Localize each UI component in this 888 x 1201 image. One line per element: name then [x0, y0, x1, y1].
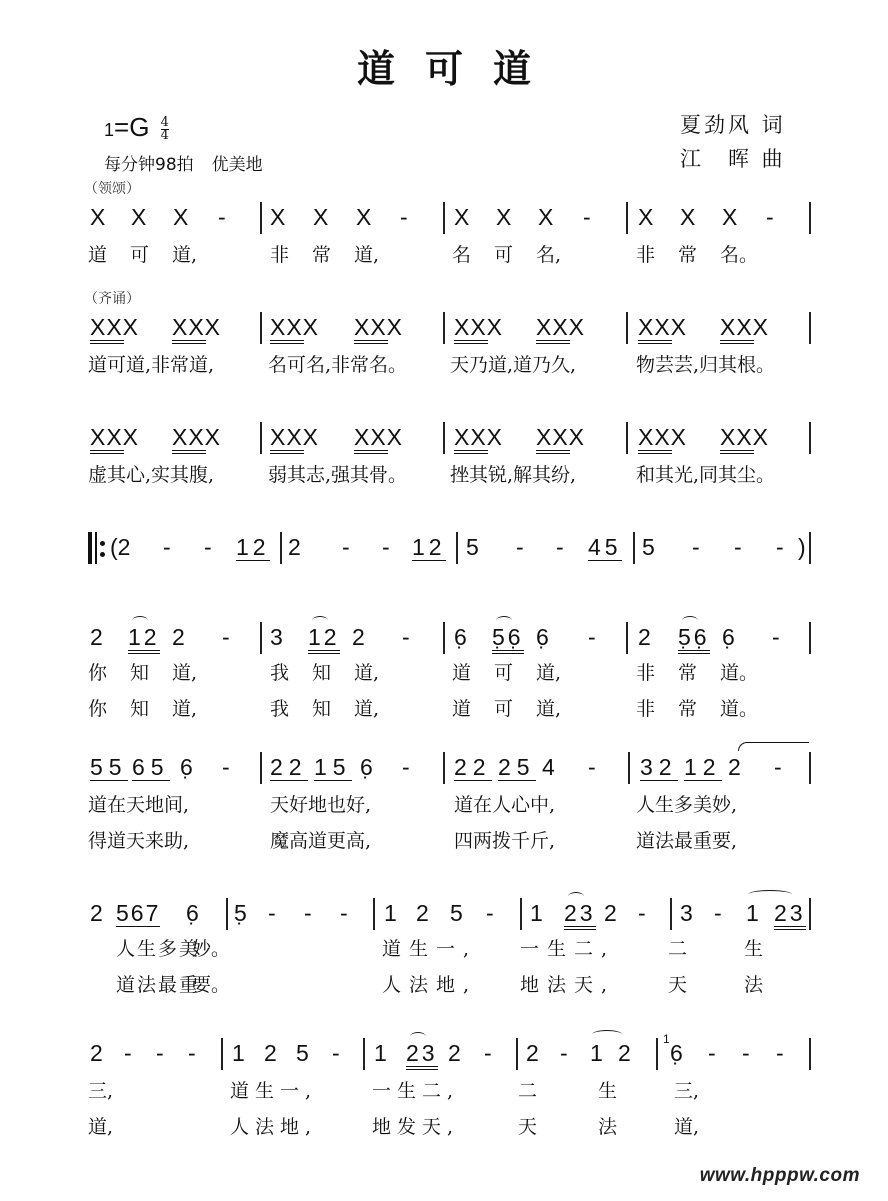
lyric: 可 — [494, 698, 514, 720]
barline — [221, 1038, 223, 1070]
lyric: 我 — [270, 698, 290, 720]
underline-sixteenth — [90, 450, 124, 454]
note: 1 — [374, 1040, 387, 1066]
note: 2 — [352, 624, 365, 650]
note-sixteenth-pair: 5̣6̣ — [492, 624, 524, 654]
barline — [809, 202, 811, 234]
note: X — [538, 204, 554, 230]
lyric: 知 — [312, 662, 332, 684]
underline-sixteenth — [172, 340, 206, 344]
lyric: 天 — [668, 974, 688, 996]
note-dash: - — [588, 754, 596, 780]
note-low: 6̣ — [536, 624, 549, 650]
key-signature — [104, 112, 169, 143]
barline — [280, 532, 282, 564]
rhythm-group: XXX — [536, 424, 586, 450]
lyric: 道生一, — [230, 1080, 318, 1102]
underline-sixteenth — [354, 450, 388, 454]
lyric: 二 — [668, 938, 688, 960]
note-dash: - — [556, 534, 564, 560]
time-signature-top: 4 — [160, 114, 169, 130]
lyric-row-8a — [88, 1076, 812, 1106]
rhythm-group: XXX — [638, 424, 688, 450]
note-dash: - — [218, 204, 226, 230]
lyric: 可 — [130, 244, 150, 266]
tie-icon — [738, 742, 809, 751]
barline — [809, 752, 811, 784]
lyric: 道 — [452, 662, 472, 684]
section-label-solo-chant: （领颂） — [84, 181, 140, 197]
note-eighth-pair: 12 — [684, 754, 722, 780]
note-dash: - — [708, 1040, 716, 1066]
underline-sixteenth — [720, 340, 754, 344]
barline — [260, 752, 262, 784]
note: 5 — [642, 534, 655, 560]
note-sixteenth-pair: 5̣6̣ — [678, 624, 710, 654]
barline — [670, 898, 672, 930]
lyric: 要。 — [192, 974, 231, 996]
note: 2 — [90, 900, 103, 926]
staff-row-3 — [88, 420, 812, 460]
note-dash: - — [772, 624, 780, 650]
lyric: 挫其锐,解其纷, — [450, 464, 577, 486]
note: 1 — [384, 900, 397, 926]
barline — [809, 1038, 811, 1070]
note-dash: - — [382, 534, 390, 560]
underline-sixteenth — [638, 340, 672, 344]
lyric: 天好地也好, — [270, 794, 372, 816]
staff-row-8 — [88, 1032, 812, 1076]
note-eighth-pair: 25 — [498, 754, 536, 780]
staff-row-2 — [88, 310, 812, 350]
barline — [809, 312, 811, 344]
note-dash: - — [583, 204, 591, 230]
lyric: 我 — [270, 662, 290, 684]
rhythm-group: XXX — [720, 314, 770, 340]
note-dash: - — [734, 534, 742, 560]
lyric: 一生二, — [520, 938, 616, 960]
barline — [456, 532, 458, 564]
rhythm-group: XXX — [270, 424, 320, 450]
lyric: 人法地, — [230, 1116, 318, 1138]
lyric: 道, — [88, 1116, 114, 1138]
lyric: 道, — [536, 698, 562, 720]
note-dash: - — [204, 534, 212, 560]
lyric: 知 — [312, 698, 332, 720]
rhythm-group: XXX — [172, 424, 222, 450]
lyric-row-3 — [88, 460, 812, 490]
lyric: 道 — [88, 244, 108, 266]
note: X — [722, 204, 738, 230]
note-dash: - — [742, 1040, 750, 1066]
note: 2 — [618, 1040, 631, 1066]
tempo-expression: 优美地 — [211, 155, 263, 175]
underline-sixteenth — [454, 340, 488, 344]
rhythm-group: XXX — [454, 314, 504, 340]
underline-sixteenth — [172, 450, 206, 454]
note-dash: - — [222, 624, 230, 650]
key-letter: G — [129, 112, 150, 142]
lyric: 弱其志,强其骨。 — [268, 464, 408, 486]
lyric: 魔高道更高, — [270, 830, 372, 852]
barline — [633, 532, 635, 564]
underline-sixteenth — [638, 450, 672, 454]
barline — [628, 752, 630, 784]
note-dash: - — [340, 900, 348, 926]
time-signature-bottom: 4 — [160, 127, 169, 143]
lyric: 道在人心中, — [454, 794, 556, 816]
note: 3 — [680, 900, 693, 926]
lyric-row-7a — [88, 934, 812, 964]
lyric: 名。 — [720, 244, 759, 266]
note-eighth-pair: 22 — [454, 754, 492, 780]
note: 2 — [728, 754, 741, 780]
lyric-row-2 — [88, 350, 812, 380]
composer-credit: 江 晖 曲 — [680, 147, 786, 171]
barline — [373, 898, 375, 930]
note: X — [680, 204, 696, 230]
underline-sixteenth — [270, 450, 304, 454]
lyric: 道在天地间, — [88, 794, 190, 816]
lyric: 物芸芸,归其根。 — [636, 354, 776, 376]
lyric-row-5b — [88, 694, 812, 724]
note: 2 — [172, 624, 185, 650]
underline-sixteenth — [270, 340, 304, 344]
staff-row-4 — [88, 530, 812, 570]
lyric: 道, — [172, 662, 198, 684]
staff-row-1 — [88, 200, 812, 240]
lyric-row-5a — [88, 658, 812, 688]
lyric: 道, — [354, 698, 380, 720]
lyric: 一生二, — [372, 1080, 460, 1102]
note-dash: - — [402, 624, 410, 650]
lyric: 人生多美 — [116, 938, 201, 960]
lyric: 道法最重要, — [636, 830, 738, 852]
note: 1 — [232, 1040, 245, 1066]
note: 2 — [90, 1040, 103, 1066]
note-dash: - — [484, 1040, 492, 1066]
note: 1 — [530, 900, 543, 926]
note: 2 — [264, 1040, 277, 1066]
note: X — [496, 204, 512, 230]
barline — [260, 312, 262, 344]
note: 5 — [466, 534, 479, 560]
lyric: 道。 — [720, 662, 759, 684]
barline — [226, 898, 228, 930]
rhythm-group: XXX — [720, 424, 770, 450]
note: 2 — [638, 624, 651, 650]
rhythm-group: XXX — [354, 424, 404, 450]
lyric: 道, — [172, 244, 198, 266]
barline — [443, 312, 445, 344]
note-low: 6̣ — [186, 900, 199, 926]
lyric: 道, — [172, 698, 198, 720]
note-eighth-pair: 12 — [236, 534, 270, 560]
lyric: 可 — [494, 662, 514, 684]
note-dash: - — [776, 534, 784, 560]
lyric: 人生多美妙, — [636, 794, 738, 816]
note-dash: - — [714, 900, 722, 926]
lyric: 得道天来助, — [88, 830, 190, 852]
staff-row-6 — [88, 750, 812, 790]
lyric: 你 — [88, 662, 108, 684]
lyric: 名可名,非常名。 — [268, 354, 408, 376]
note: 1 — [590, 1040, 603, 1066]
barline — [656, 1038, 658, 1070]
lyric-row-1 — [88, 240, 812, 270]
note-eighth-pair: 45 — [588, 534, 622, 560]
barline — [809, 898, 811, 930]
lyric: 四两拨千斤, — [454, 830, 556, 852]
staff-row-7 — [88, 896, 812, 936]
note: (2 — [110, 534, 131, 560]
time-signature — [160, 114, 169, 143]
note-dash: - — [766, 204, 774, 230]
note-eighth-pair: 32 — [640, 754, 678, 780]
rhythm-group: XXX — [454, 424, 504, 450]
barline — [626, 202, 628, 234]
lyric: 知 — [130, 698, 150, 720]
rhythm-group: XXX — [638, 314, 688, 340]
lyric: 常 — [678, 662, 698, 684]
note-eighth-pair: 65 — [132, 754, 170, 780]
lyric: 和其光,同其尘。 — [636, 464, 776, 486]
barline — [809, 532, 811, 564]
note-eighth-pair: 55 — [90, 754, 128, 780]
note-low: 6̣ — [670, 1040, 683, 1066]
note-low: 6̣ — [180, 754, 193, 780]
note-low: 6̣ — [722, 624, 735, 650]
note: X — [356, 204, 372, 230]
song-title: 道可道 — [356, 46, 561, 91]
note: 2 — [90, 624, 103, 650]
lyric: 道, — [354, 662, 380, 684]
underline-sixteenth — [536, 340, 570, 344]
note-dash: - — [222, 754, 230, 780]
note-dash: - — [486, 900, 494, 926]
note: 3 — [270, 624, 283, 650]
note-eighth-group: 567 — [116, 900, 161, 926]
lyric: 非 — [636, 662, 656, 684]
note-sixteenth-pair: 23 — [564, 900, 596, 930]
key-tonic-number: 1 — [104, 120, 115, 140]
barline — [260, 422, 262, 454]
note-dash: - — [774, 754, 782, 780]
rhythm-group: XXX — [90, 424, 140, 450]
barline — [809, 422, 811, 454]
underline-sixteenth — [354, 340, 388, 344]
rhythm-group: XXX — [90, 314, 140, 340]
note-dash: - — [776, 1040, 784, 1066]
lyric: 法 — [744, 974, 764, 996]
lyric: 生 — [744, 938, 764, 960]
lyric: 常 — [678, 244, 698, 266]
lyric: 三, — [674, 1080, 700, 1102]
note-dash: - — [332, 1040, 340, 1066]
lyric: 地发天, — [372, 1116, 460, 1138]
lyric: 知 — [130, 662, 150, 684]
note: 5 — [296, 1040, 309, 1066]
lyric: 道, — [354, 244, 380, 266]
lyric: 道, — [674, 1116, 700, 1138]
note: 2 — [526, 1040, 539, 1066]
lyric-row-6a — [88, 790, 812, 820]
lyric: 生 — [598, 1080, 618, 1102]
lyric: 非 — [270, 244, 290, 266]
note-low: 5̣ — [234, 900, 247, 926]
note-dash: - — [638, 900, 646, 926]
barline — [443, 422, 445, 454]
note: 1 — [746, 900, 759, 926]
lyric: 虚其心,实其腹, — [88, 464, 215, 486]
note-sixteenth-pair: 23 — [774, 900, 806, 930]
lyric: 妙。 — [192, 938, 231, 960]
lyric: 道可道,非常道, — [88, 354, 215, 376]
lyric-row-6b — [88, 826, 812, 856]
credits — [680, 108, 786, 176]
note: X — [173, 204, 189, 230]
lyric: 地法天, — [520, 974, 616, 996]
note-eighth-pair: 15 — [314, 754, 352, 780]
grace-note-icon: 1 — [663, 1032, 670, 1046]
close-paren: ) — [798, 534, 806, 560]
note-dash: - — [188, 1040, 196, 1066]
lyric: 常 — [678, 698, 698, 720]
lyric: 名, — [536, 244, 562, 266]
note-dash: - — [342, 534, 350, 560]
note: 5 — [450, 900, 463, 926]
slur-icon — [592, 1030, 622, 1039]
note-dash: - — [156, 1040, 164, 1066]
lyric: 天乃道,道乃久, — [450, 354, 577, 376]
note: X — [90, 204, 106, 230]
barline — [260, 622, 262, 654]
note: X — [313, 204, 329, 230]
note-dash: - — [400, 204, 408, 230]
underline-sixteenth — [720, 450, 754, 454]
lyric: 非 — [636, 244, 656, 266]
lyric: 道, — [536, 662, 562, 684]
rhythm-group: XXX — [172, 314, 222, 340]
underline-sixteenth — [454, 450, 488, 454]
note-dash: - — [560, 1040, 568, 1066]
lyric: 二 — [518, 1080, 538, 1102]
lyric: 非 — [636, 698, 656, 720]
lyric: 常 — [312, 244, 332, 266]
rhythm-group: XXX — [270, 314, 320, 340]
rhythm-group: XXX — [536, 314, 586, 340]
underline-sixteenth — [536, 450, 570, 454]
barline — [516, 1038, 518, 1070]
tempo-bpm: 每分钟98拍 — [104, 155, 194, 175]
lyric: 天 — [518, 1116, 538, 1138]
watermark-link[interactable]: www.hpppw.com — [699, 1165, 860, 1186]
lyricist-credit: 夏劲风 词 — [680, 113, 786, 137]
lyric-row-8b — [88, 1112, 812, 1142]
note-dash: - — [516, 534, 524, 560]
note-low: 6̣ — [360, 754, 373, 780]
tempo-marking — [104, 150, 263, 175]
barline — [626, 622, 628, 654]
barline — [260, 202, 262, 234]
lyric: 道生一, — [382, 938, 478, 960]
lyric: 法 — [598, 1116, 618, 1138]
note-dash: - — [588, 624, 596, 650]
lyric: 道 — [452, 698, 472, 720]
barline — [626, 422, 628, 454]
note: X — [638, 204, 654, 230]
note-low: 6̣ — [454, 624, 467, 650]
barline — [443, 752, 445, 784]
lyric: 道。 — [720, 698, 759, 720]
note: 2 — [604, 900, 617, 926]
staff-row-5 — [88, 620, 812, 660]
note: 4 — [542, 754, 555, 780]
barline — [520, 898, 522, 930]
note: 2 — [416, 900, 429, 926]
key-equals: = — [114, 112, 130, 142]
note-dash: - — [268, 900, 276, 926]
note-eighth-pair: 12 — [412, 534, 446, 560]
note-dash: - — [124, 1040, 132, 1066]
barline — [443, 202, 445, 234]
tie-icon — [748, 890, 792, 899]
note-dash: - — [163, 534, 171, 560]
barline — [443, 622, 445, 654]
note: X — [454, 204, 470, 230]
lyric: 可 — [494, 244, 514, 266]
note: 2 — [448, 1040, 461, 1066]
note-dash: - — [692, 534, 700, 560]
note: X — [131, 204, 147, 230]
note-dash: - — [402, 754, 410, 780]
lyric: 人法地, — [382, 974, 478, 996]
section-label-group-chant: （齐诵） — [84, 291, 140, 307]
note-eighth-pair: 22 — [270, 754, 308, 780]
lyric: 三, — [88, 1080, 114, 1102]
lyric-row-7b — [88, 970, 812, 1000]
barline — [363, 1038, 365, 1070]
note-dash: - — [304, 900, 312, 926]
note: X — [270, 204, 286, 230]
underline-sixteenth — [90, 340, 124, 344]
note-sixteenth-pair: 12 — [308, 624, 340, 654]
note: 2 — [288, 534, 301, 560]
lyric: 你 — [88, 698, 108, 720]
barline — [809, 622, 811, 654]
lyric: 道法最重 — [116, 974, 201, 996]
barline — [626, 312, 628, 344]
note-sixteenth-pair: 12 — [128, 624, 160, 654]
lyric: 名 — [452, 244, 472, 266]
note-sixteenth-pair: 23 — [406, 1040, 438, 1070]
rhythm-group: XXX — [354, 314, 404, 340]
